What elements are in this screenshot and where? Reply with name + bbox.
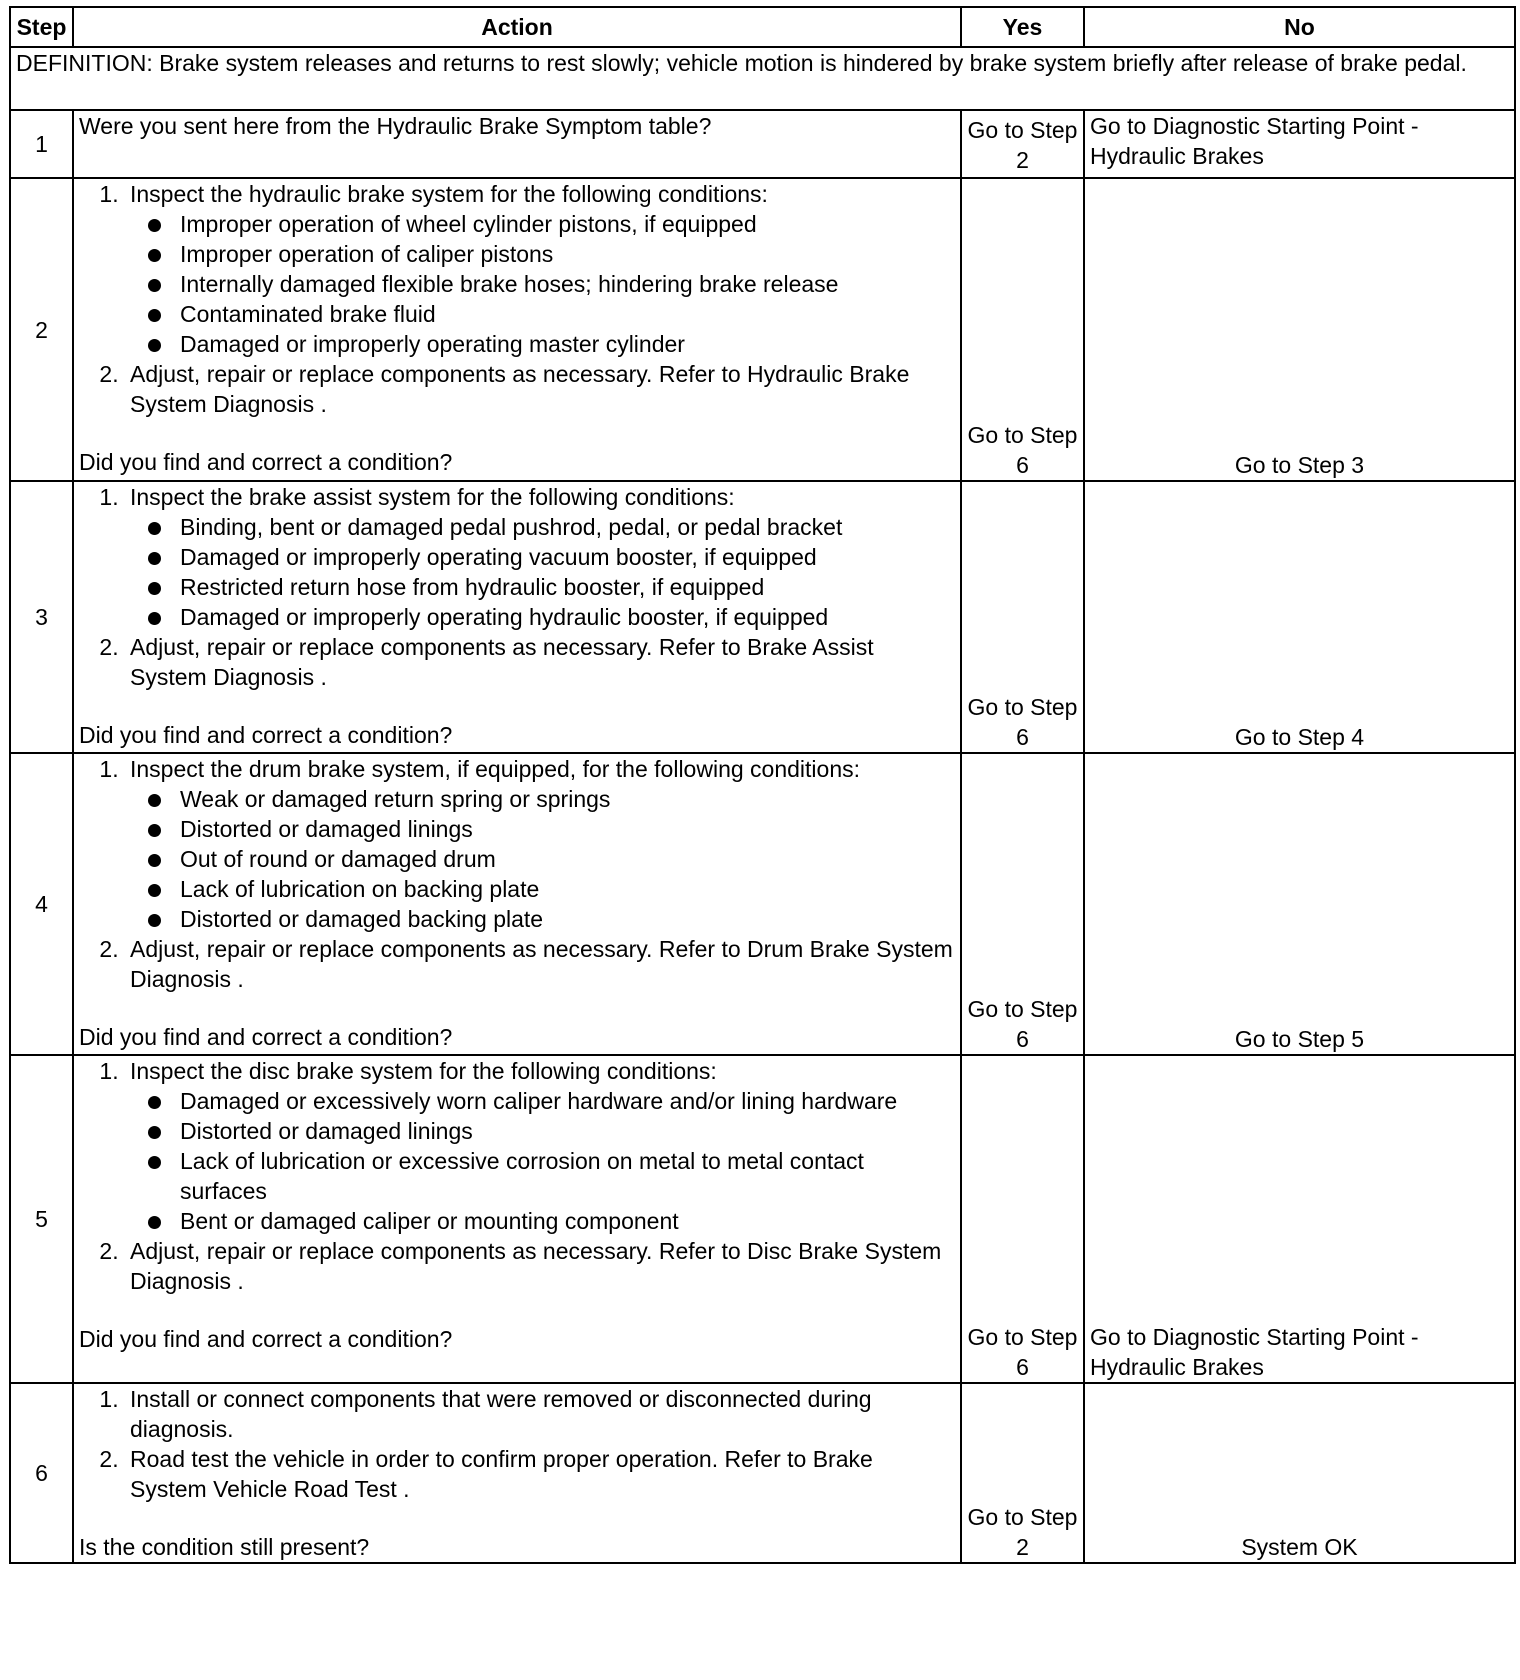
step-action <box>73 110 961 178</box>
header-no: No <box>1084 7 1515 47</box>
header-action: Action <box>73 7 961 47</box>
step-number: 3 <box>10 481 73 753</box>
step-number: 4 <box>10 753 73 1055</box>
action-item <box>125 1056 955 1236</box>
inspect-text: 1. Inspect the brake assist system for the following conditions: <box>130 484 735 510</box>
step-question: Did you find and correct a condition? <box>79 722 453 748</box>
step-number: 6 <box>10 1383 73 1563</box>
action-item: 2. Adjust, repair or replace components as necessary. Refer to Drum Brake System Diagnosis . <box>125 934 955 994</box>
condition-list <box>130 209 955 359</box>
condition-list <box>130 1086 955 1236</box>
step-row-6 <box>10 1383 1515 1563</box>
condition-item: Binding, bent or damaged pedal pushrod, pedal, or pedal bracket <box>176 512 955 542</box>
condition-item: Improper operation of wheel cylinder pistons, if equipped <box>176 209 955 239</box>
action-list <box>79 1384 955 1504</box>
step-row-1 <box>10 110 1515 178</box>
step-question: Did you find and correct a condition? <box>79 1024 453 1050</box>
no-result: Go to Step 4 <box>1084 481 1515 753</box>
action-item <box>125 754 955 934</box>
yes-result: Go to Step 6 <box>961 753 1084 1055</box>
action-item <box>125 482 955 632</box>
condition-item: Restricted return hose from hydraulic booster, if equipped <box>176 572 955 602</box>
condition-item: Contaminated brake fluid <box>176 299 955 329</box>
step-row-2 <box>10 178 1515 481</box>
header-yes: Yes <box>961 7 1084 47</box>
step-row-4 <box>10 753 1515 1055</box>
no-result: Go to Step 3 <box>1084 178 1515 481</box>
condition-item: Lack of lubrication or excessive corrosion on metal to metal contact surfaces <box>176 1146 955 1206</box>
action-list <box>79 482 955 692</box>
step-question: Were you sent here from the Hydraulic Brake Symptom table? <box>79 113 712 139</box>
yes-result: Go to Step 2 <box>961 1383 1084 1563</box>
step-action <box>73 1383 961 1563</box>
condition-item: Damaged or improperly operating master cylinder <box>176 329 955 359</box>
definition-row <box>10 47 1515 110</box>
step-row-3 <box>10 481 1515 753</box>
yes-result: Go to Step 6 <box>961 1055 1084 1383</box>
action-item: 2. Adjust, repair or replace components as necessary. Refer to Brake Assist System Diagnosis . <box>125 632 955 692</box>
no-result: System OK <box>1084 1383 1515 1563</box>
step-action <box>73 753 961 1055</box>
yes-result: Go to Step 6 <box>961 481 1084 753</box>
condition-item: Distorted or damaged backing plate <box>176 904 955 934</box>
yes-result: Go to Step 2 <box>961 110 1084 178</box>
action-list <box>79 1056 955 1296</box>
condition-list <box>130 784 955 934</box>
step-number: 1 <box>10 110 73 178</box>
step-action <box>73 481 961 753</box>
condition-item: Weak or damaged return spring or springs <box>176 784 955 814</box>
inspect-text: 1. Inspect the drum brake system, if equipped, for the following conditions: <box>130 756 861 782</box>
condition-item: Internally damaged flexible brake hoses; hindering brake release <box>176 269 955 299</box>
condition-item: Distorted or damaged linings <box>176 1116 955 1146</box>
action-item: 1. Install or connect components that were removed or disconnected during diagnosis. <box>125 1384 955 1444</box>
step-question: Is the condition still present? <box>79 1534 370 1560</box>
action-item <box>125 179 955 359</box>
condition-item: Damaged or improperly operating hydraulic booster, if equipped <box>176 602 955 632</box>
step-number: 2 <box>10 178 73 481</box>
inspect-text: 1. Inspect the disc brake system for the following conditions: <box>130 1058 717 1084</box>
inspect-text: 1. Inspect the hydraulic brake system for the following conditions: <box>130 181 768 207</box>
condition-item: Damaged or improperly operating vacuum booster, if equipped <box>176 542 955 572</box>
step-row-5 <box>10 1055 1515 1383</box>
step-number: 5 <box>10 1055 73 1383</box>
step-action <box>73 1055 961 1383</box>
diagnostic-table <box>9 6 1516 1564</box>
header-step: Step <box>10 7 73 47</box>
condition-item: Damaged or excessively worn caliper hardware and/or lining hardware <box>176 1086 955 1116</box>
condition-item: Improper operation of caliper pistons <box>176 239 955 269</box>
no-result: Go to Step 5 <box>1084 753 1515 1055</box>
condition-item: Bent or damaged caliper or mounting component <box>176 1206 955 1236</box>
step-question: Did you find and correct a condition? <box>79 1326 453 1352</box>
condition-item: Out of round or damaged drum <box>176 844 955 874</box>
no-result: Go to Diagnostic Starting Point - Hydraulic Brakes <box>1084 110 1515 178</box>
step-action <box>73 178 961 481</box>
action-item: 2. Adjust, repair or replace components as necessary. Refer to Disc Brake System Diagnosis . <box>125 1236 955 1296</box>
definition-text: DEFINITION: Brake system releases and returns to rest slowly; vehicle motion is hindered by brake system briefly after release of brake pedal. <box>10 47 1515 110</box>
action-item: 2. Road test the vehicle in order to confirm proper operation. Refer to Brake System Vehicle Road Test . <box>125 1444 955 1504</box>
action-list <box>79 754 955 994</box>
header-row <box>10 7 1515 47</box>
step-question: Did you find and correct a condition? <box>79 449 453 475</box>
condition-list <box>130 512 955 632</box>
yes-result: Go to Step 6 <box>961 178 1084 481</box>
action-list <box>79 179 955 419</box>
no-result: Go to Diagnostic Starting Point - Hydraulic Brakes <box>1084 1055 1515 1383</box>
action-item: 2. Adjust, repair or replace components as necessary. Refer to Hydraulic Brake System Diagnosis . <box>125 359 955 419</box>
condition-item: Distorted or damaged linings <box>176 814 955 844</box>
condition-item: Lack of lubrication on backing plate <box>176 874 955 904</box>
